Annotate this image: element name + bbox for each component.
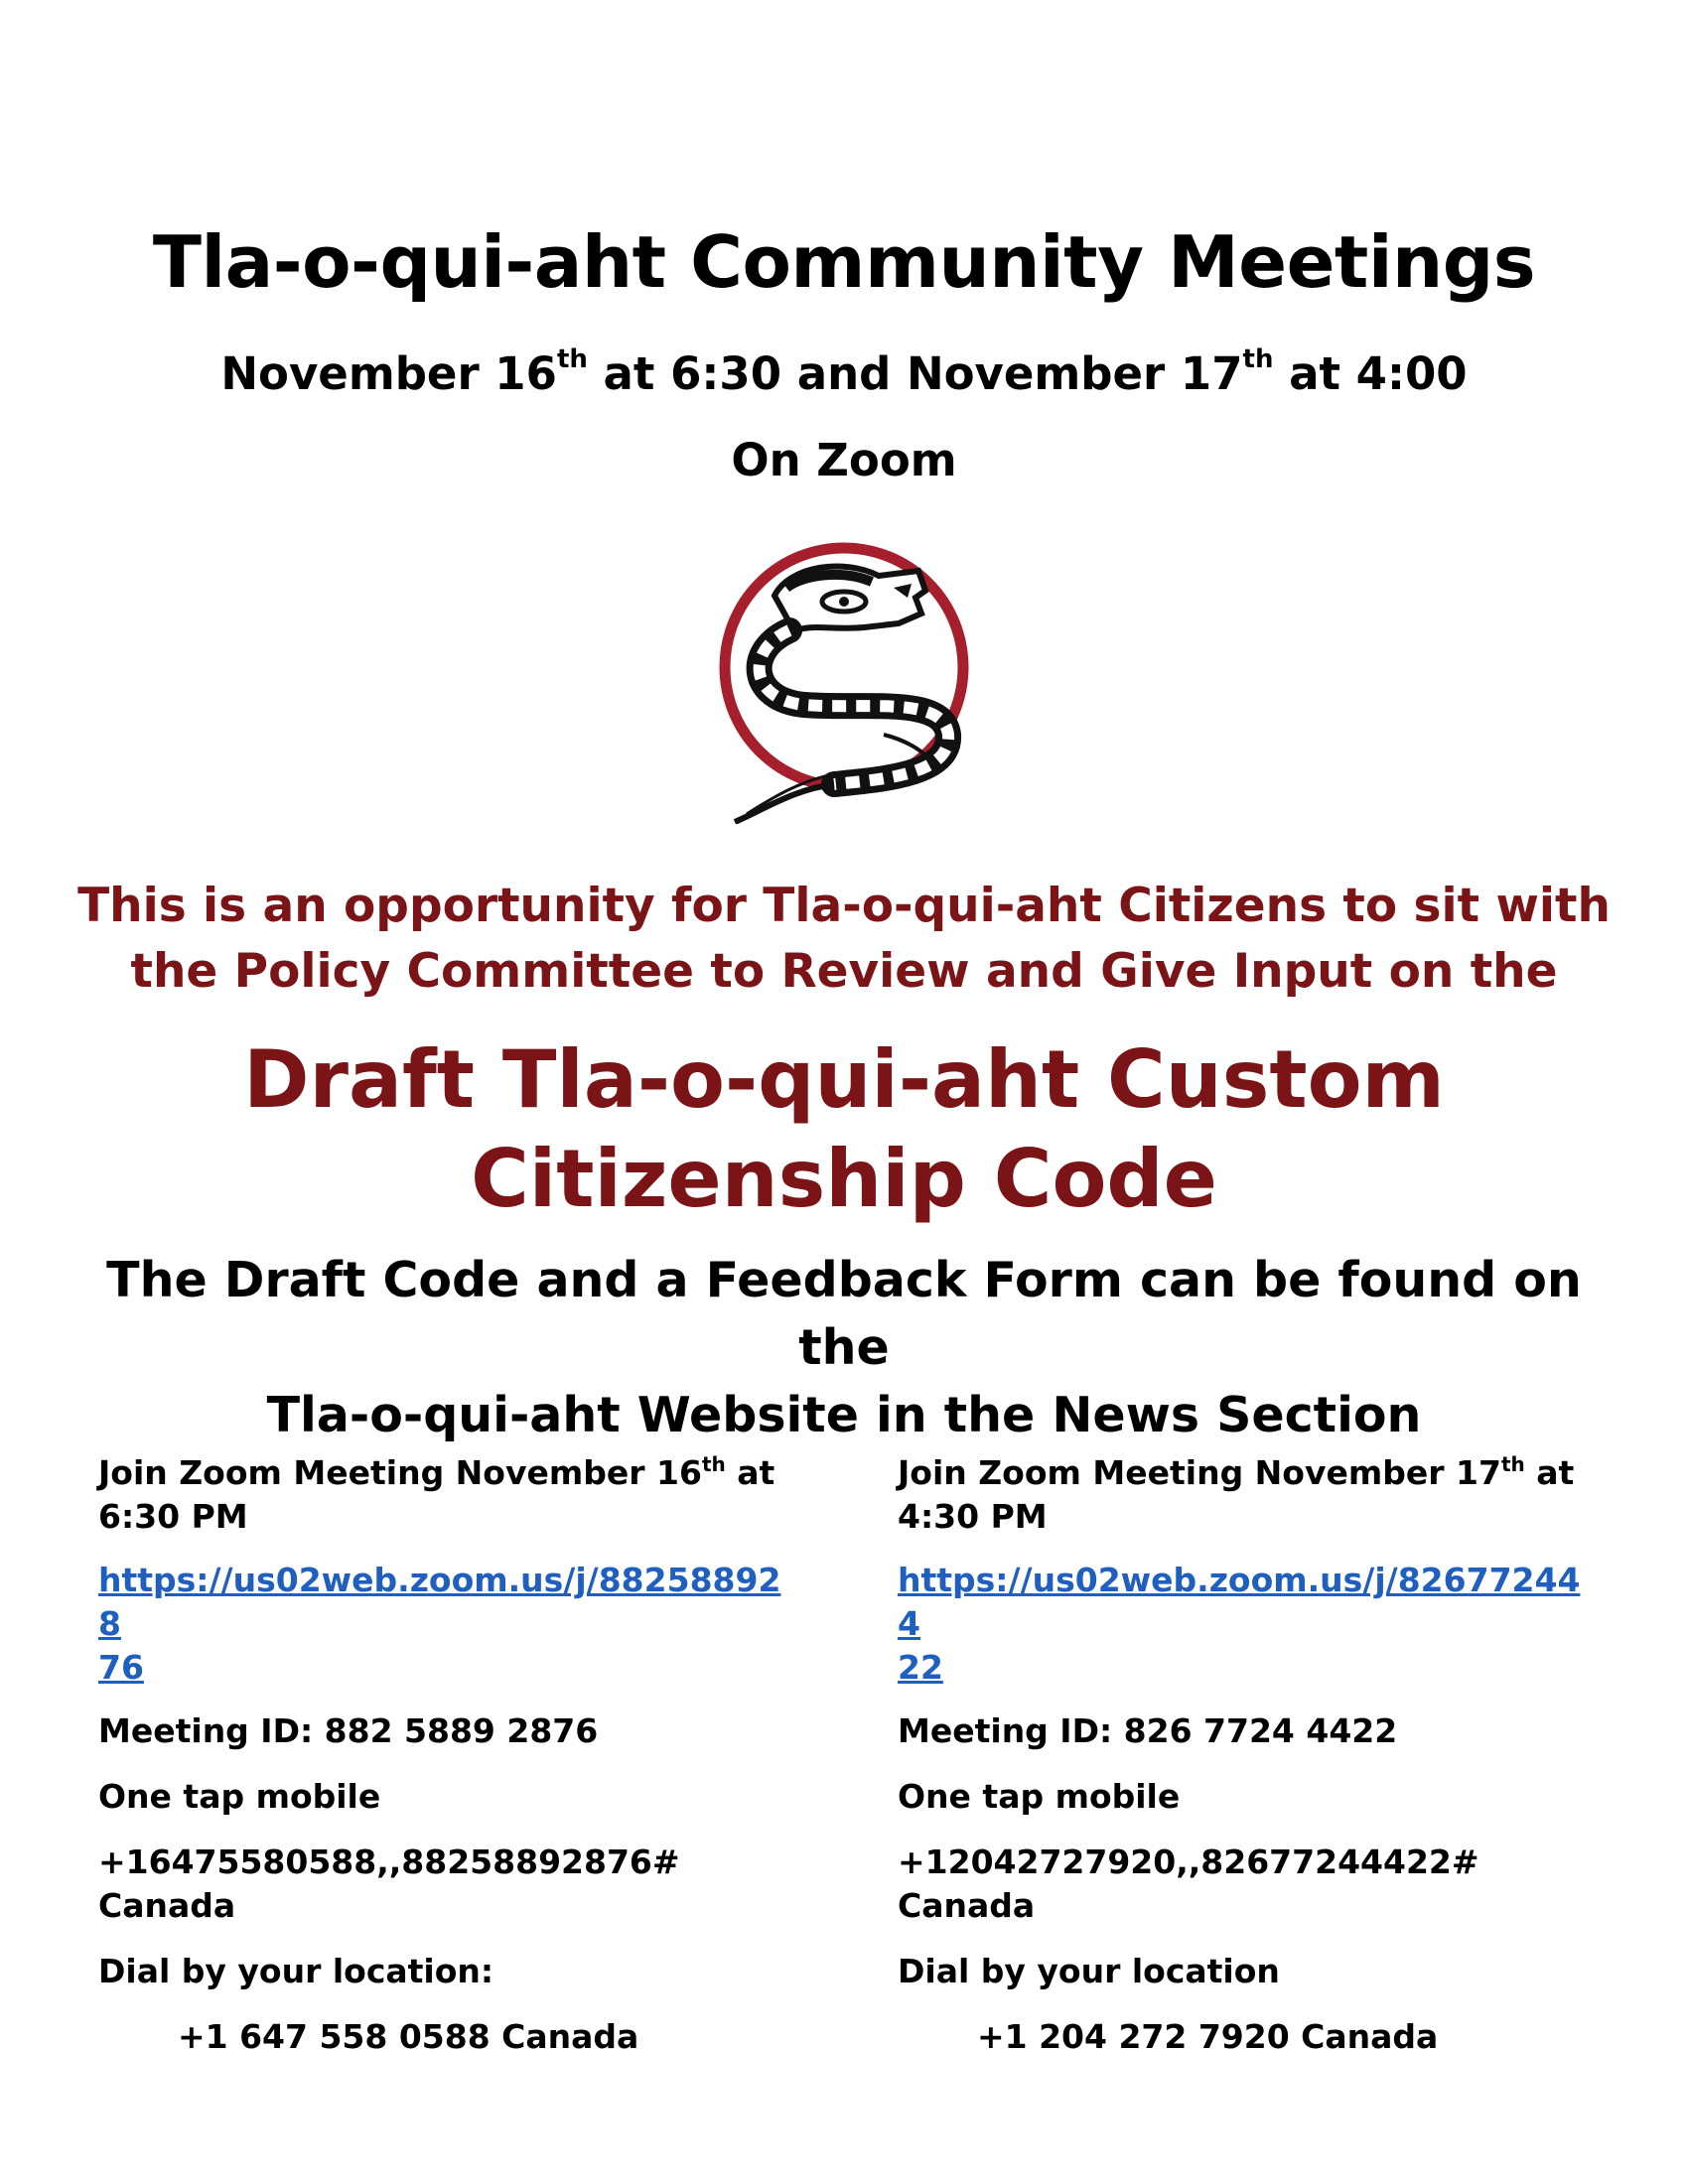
join-suffix: at [1524, 1453, 1575, 1492]
meeting-details-nov17 [898, 1451, 1593, 2059]
zoom-link-line2[interactable]: 22 [898, 1648, 943, 1687]
meeting-dates [0, 344, 1688, 400]
one-tap-label: One tap mobile [98, 1777, 381, 1816]
zoom-link[interactable] [98, 1559, 783, 1690]
found-text [60, 1247, 1628, 1449]
join-suffix: at [725, 1453, 775, 1492]
one-tap-number: +16475580588,,88258892876# Canada [98, 1843, 680, 1925]
dates-part2: at 6:30 and November 17 [587, 347, 1243, 400]
intro-line1: This is an opportunity for Tla-o-qui-aht Citizens to sit with [77, 879, 1611, 933]
join-heading [898, 1451, 1593, 1539]
zoom-link-line1[interactable]: https://us02web.zoom.us/j/882588928 [98, 1561, 781, 1643]
join-sup: th [1500, 1452, 1525, 1476]
one-tap-label: One tap mobile [898, 1777, 1181, 1816]
dates-sup2: th [1242, 344, 1274, 374]
meeting-id: Meeting ID: 826 7724 4422 [898, 1711, 1398, 1750]
dial-label: Dial by your location [898, 1952, 1280, 1990]
join-time: 6:30 PM [98, 1497, 248, 1536]
zoom-link-line2[interactable]: 76 [98, 1648, 144, 1687]
intro-line2: the Policy Committee to Review and Give Input on the [130, 944, 1558, 999]
join-heading [98, 1451, 793, 1539]
found-line1: The Draft Code and a Feedback Form can be found on the [106, 1252, 1582, 1376]
one-tap-number: +12042727920,,82677244422# Canada [898, 1843, 1479, 1925]
join-text: Join Zoom Meeting November 16 [98, 1453, 702, 1492]
dates-part3: at 4:00 [1273, 347, 1468, 400]
meeting-details-nov16 [98, 1451, 793, 2059]
intro-text [60, 874, 1628, 1005]
page-title: Tla-o-qui-aht Community Meetings [152, 220, 1536, 304]
dial-number: +1 204 272 7920 Canada [977, 2017, 1439, 2056]
meeting-id: Meeting ID: 882 5889 2876 [98, 1711, 599, 1750]
join-time: 4:30 PM [898, 1497, 1048, 1536]
code-title-line2: Citizenship Code [471, 1133, 1217, 1225]
dates-sup1: th [556, 344, 588, 374]
dates-part1: November 16 [220, 347, 557, 400]
zoom-link-line1[interactable]: https://us02web.zoom.us/j/826772444 [898, 1561, 1581, 1643]
found-line2: Tla-o-qui-aht Website in the News Section [266, 1387, 1422, 1443]
serpent-logo-icon [695, 536, 993, 824]
meeting-platform: On Zoom [731, 434, 957, 486]
dial-number: +1 647 558 0588 Canada [178, 2017, 639, 2056]
join-sup: th [701, 1452, 726, 1476]
code-title [0, 1030, 1688, 1229]
dial-label: Dial by your location: [98, 1952, 494, 1990]
code-title-line1: Draft Tla-o-qui-aht Custom [243, 1033, 1445, 1126]
join-text: Join Zoom Meeting November 17 [898, 1453, 1501, 1492]
zoom-link[interactable] [898, 1559, 1583, 1690]
